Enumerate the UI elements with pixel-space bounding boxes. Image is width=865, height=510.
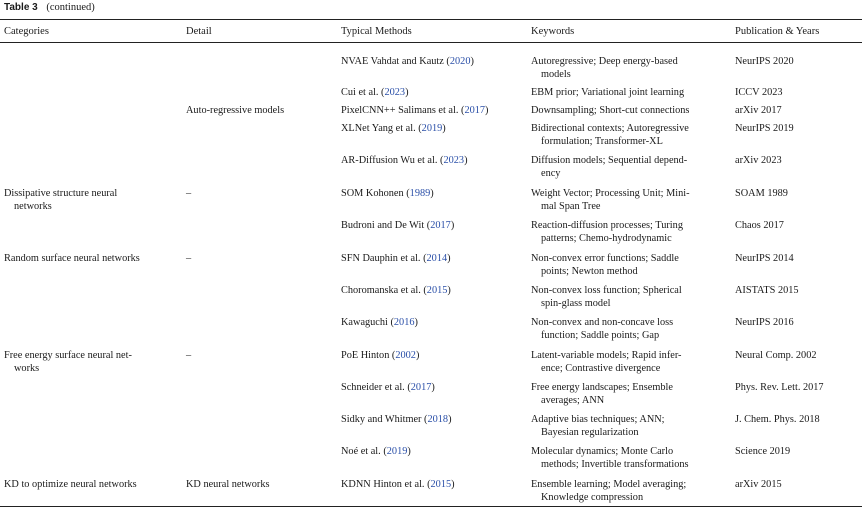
header-rule	[0, 42, 862, 43]
category-cell-cont: networks	[14, 201, 52, 212]
method-cell: Choromanska et al. (2015)	[341, 285, 451, 296]
method-name: Budroni and De Wit	[341, 220, 425, 231]
citation-link[interactable]: 2017	[430, 220, 451, 231]
detail-cell: KD neural networks	[186, 479, 270, 490]
table-note: (continued)	[46, 2, 95, 13]
keywords-cell-cont: Bayesian regularization	[541, 427, 639, 438]
method-name: PoE Hinton	[341, 350, 390, 361]
method-name: KDNN Hinton et al.	[341, 479, 425, 490]
method-name: Kawaguchi	[341, 317, 388, 328]
keywords-cell: Downsampling; Short-cut connections	[531, 105, 690, 116]
table-label: Table 3	[4, 2, 38, 13]
keywords-cell-cont: models	[541, 69, 571, 80]
keywords-cell: Non-convex error functions; Saddle	[531, 253, 679, 264]
method-name: NVAE Vahdat and Kautz	[341, 56, 444, 67]
header-detail: Detail	[186, 26, 212, 37]
method-name: Schneider et al.	[341, 382, 405, 393]
citation-link[interactable]: 2017	[464, 105, 486, 116]
publication-cell: SOAM 1989	[735, 188, 788, 199]
publication-cell: NeurIPS 2014	[735, 253, 794, 264]
citation-link[interactable]: 2019	[421, 123, 443, 134]
publication-cell: arXiv 2023	[735, 155, 782, 166]
category-cell: Dissipative structure neural	[4, 188, 118, 199]
keywords-cell: Diffusion models; Sequential depend-	[531, 155, 688, 166]
publication-cell: Neural Comp. 2002	[735, 350, 817, 361]
publication-cell: AISTATS 2015	[735, 285, 799, 296]
method-cell: Schneider et al. (2017)	[341, 382, 435, 393]
detail-cell: –	[186, 253, 192, 264]
publication-cell: Phys. Rev. Lett. 2017	[735, 382, 824, 393]
detail-cell: Auto-regressive models	[186, 105, 285, 116]
keywords-cell: Bidirectional contexts; Autoregressive	[531, 123, 689, 134]
keywords-cell-cont: ency	[541, 168, 561, 179]
keywords-cell-cont: points; Newton method	[541, 266, 638, 277]
citation-link[interactable]: 2002	[395, 350, 416, 361]
publication-cell: NeurIPS 2016	[735, 317, 794, 328]
keywords-cell-cont: methods; Invertible transformations	[541, 459, 689, 470]
method-cell: NVAE Vahdat and Kautz (2020)	[341, 56, 474, 67]
method-name: XLNet Yang et al.	[341, 123, 416, 134]
method-cell: AR-Diffusion Wu et al. (2023)	[341, 155, 468, 166]
bottom-rule	[0, 506, 862, 507]
citation-link[interactable]: 2018	[427, 414, 449, 425]
header-categories: Categories	[4, 26, 49, 37]
citation-link[interactable]: 2014	[426, 253, 448, 264]
citation-link[interactable]: 2019	[386, 446, 408, 457]
method-cell: KDNN Hinton et al. (2015)	[341, 479, 455, 490]
keywords-cell: Free energy landscapes; Ensemble	[531, 382, 673, 393]
keywords-cell: Reaction-diffusion processes; Turing	[531, 220, 683, 231]
detail-cell: –	[186, 350, 192, 361]
method-name: Choromanska et al.	[341, 285, 421, 296]
method-cell: SOM Kohonen (1989)	[341, 188, 434, 199]
keywords-cell-cont: formulation; Transformer-XL	[541, 136, 663, 147]
method-cell: Kawaguchi (2016)	[341, 317, 418, 328]
header-keywords: Keywords	[531, 26, 575, 37]
publication-cell: NeurIPS 2019	[735, 123, 794, 134]
keywords-cell: Ensemble learning; Model averaging;	[531, 479, 687, 490]
citation-link[interactable]: 2020	[449, 56, 471, 67]
keywords-cell-cont: function; Saddle points; Gap	[541, 330, 660, 341]
citation-link[interactable]: 2017	[410, 382, 432, 393]
publication-cell: Science 2019	[735, 446, 791, 457]
publication-cell: ICCV 2023	[735, 87, 783, 98]
category-cell: KD to optimize neural networks	[4, 479, 137, 490]
method-cell: Cui et al. (2023)	[341, 87, 409, 98]
method-name: PixelCNN++ Salimans et al.	[341, 105, 459, 116]
category-cell-cont: works	[14, 363, 40, 374]
citation-link[interactable]: 1989	[409, 188, 431, 199]
keywords-cell-cont: ence; Contrastive divergence	[541, 363, 661, 374]
keywords-cell-cont: Knowledge compression	[541, 492, 644, 503]
keywords-cell: Adaptive bias techniques; ANN;	[531, 414, 665, 425]
top-rule	[0, 19, 862, 20]
keywords-cell: Molecular dynamics; Monte Carlo	[531, 446, 674, 457]
table-caption	[4, 2, 95, 13]
method-cell: Sidky and Whitmer (2018)	[341, 414, 452, 425]
keywords-cell-cont: spin-glass model	[541, 298, 611, 309]
publication-cell: J. Chem. Phys. 2018	[735, 414, 820, 425]
detail-cell: –	[186, 188, 192, 199]
citation-link[interactable]: 2015	[430, 479, 452, 490]
publication-cell: arXiv 2015	[735, 479, 782, 490]
publication-cell: Chaos 2017	[735, 220, 784, 231]
keywords-cell: Non-convex and non-concave loss	[531, 317, 674, 328]
keywords-cell-cont: patterns; Chemo-hydrodynamic	[541, 233, 672, 244]
keywords-cell: EBM prior; Variational joint learning	[531, 87, 685, 98]
citation-link[interactable]: 2023	[443, 155, 465, 166]
method-cell: PoE Hinton (2002)	[341, 350, 420, 361]
keywords-cell-cont: averages; ANN	[541, 395, 605, 406]
publication-cell: NeurIPS 2020	[735, 56, 794, 67]
method-cell: SFN Dauphin et al. (2014)	[341, 253, 451, 264]
header-publication: Publication & Years	[735, 26, 820, 37]
method-name: SFN Dauphin et al.	[341, 253, 421, 264]
keywords-cell: Autoregressive; Deep energy-based	[531, 56, 678, 67]
method-name: Cui et al.	[341, 87, 379, 98]
keywords-cell: Non-convex loss function; Spherical	[531, 285, 682, 296]
method-cell: Noé et al. (2019)	[341, 446, 411, 457]
method-name: AR-Diffusion Wu et al.	[341, 155, 438, 166]
keywords-cell-cont: mal Span Tree	[541, 201, 601, 212]
method-name: SOM Kohonen	[341, 188, 404, 199]
method-name: Noé et al.	[341, 446, 381, 457]
method-cell: Budroni and De Wit (2017)	[341, 220, 455, 231]
keywords-cell: Latent-variable models; Rapid infer-	[531, 350, 682, 361]
category-cell: Random surface neural networks	[4, 253, 140, 264]
method-cell: PixelCNN++ Salimans et al. (2017)	[341, 105, 489, 116]
citation-link[interactable]: 2023	[384, 87, 406, 98]
method-name: Sidky and Whitmer	[341, 414, 422, 425]
publication-cell: arXiv 2017	[735, 105, 782, 116]
citation-link[interactable]: 2015	[426, 285, 448, 296]
category-cell: Free energy surface neural net-	[4, 350, 132, 361]
citation-link[interactable]: 2016	[393, 317, 415, 328]
header-methods: Typical Methods	[341, 26, 412, 37]
keywords-cell: Weight Vector; Processing Unit; Mini-	[531, 188, 690, 199]
method-cell: XLNet Yang et al. (2019)	[341, 123, 446, 134]
